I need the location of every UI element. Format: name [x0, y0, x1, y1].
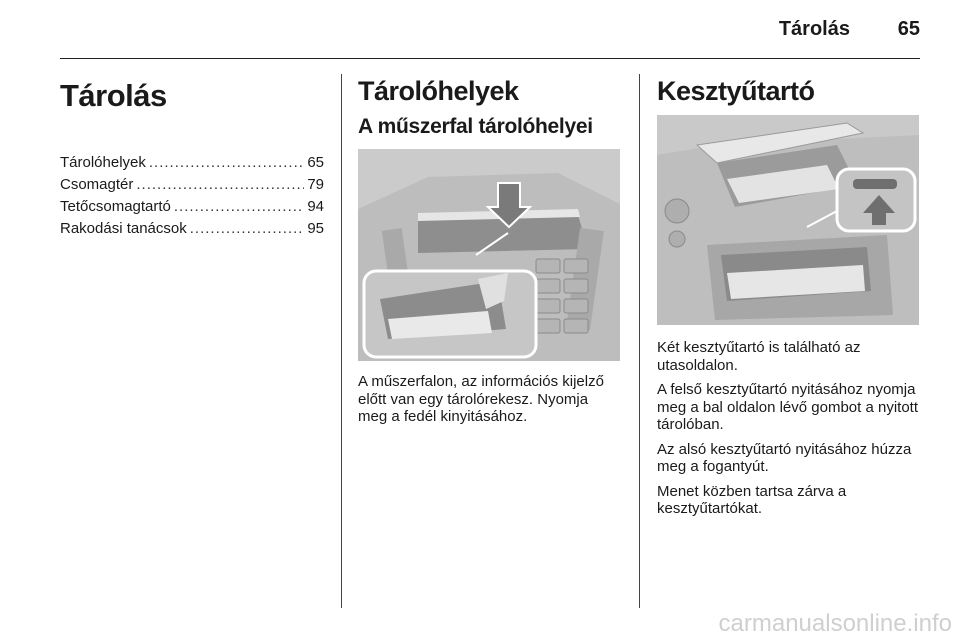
toc-entry[interactable]: [60, 196, 324, 218]
middle-column: [358, 74, 624, 433]
body-paragraph: Menet közben tartsa zárva a kesztyűtartókat.: [657, 482, 847, 517]
toc-leader-dots: [190, 218, 305, 240]
section-heading: Tárolóhelyek: [358, 76, 519, 106]
toc-leader-dots: [149, 152, 304, 174]
chapter-title: Tárolás: [60, 78, 167, 113]
toc-entry-page: 94: [307, 198, 324, 215]
section-heading: Kesztyűtartó: [657, 76, 815, 106]
toc-entry-label: Tetőcsomagtartó: [60, 198, 171, 215]
body-paragraph: Két kesztyűtartó is található az utasoldalon.: [657, 339, 861, 374]
toc-entry-page: 79: [307, 176, 324, 193]
dashboard-storage-illustration: [358, 149, 620, 361]
toc-entry-label: Csomagtér: [60, 176, 134, 193]
right-column: [657, 74, 921, 525]
page-number: 65: [897, 18, 920, 40]
body-paragraph: A felső kesztyűtartó nyitásához nyomja meg a bal oldalon lévő gombot a nyitott tárolóban.: [657, 381, 918, 433]
glovebox-text: [657, 339, 921, 518]
column-divider-2: [639, 74, 640, 608]
toc-entry-page: 65: [307, 154, 324, 171]
glovebox-illustration: [657, 115, 919, 325]
running-header-title: Tárolás: [778, 18, 850, 40]
glovebox-drawing: [657, 115, 919, 325]
toc-entry[interactable]: [60, 174, 324, 196]
toc-entry[interactable]: [60, 218, 324, 240]
column-divider-1: [341, 74, 342, 608]
body-paragraph: Az alsó kesztyűtartó nyitásához húzza meg a fogantyút.: [657, 440, 912, 475]
toc-entry-page: 95: [307, 220, 324, 237]
header-rule: [60, 58, 920, 59]
dashboard-storage-drawing: [358, 149, 620, 361]
toc-leader-dots: [136, 174, 304, 196]
body-paragraph: A műszerfalon, az információs kijelző előtt van egy tárolórekesz. Nyomja meg a fedél kinyitásához.: [358, 373, 604, 425]
left-column: [60, 74, 326, 240]
toc-entry-label: Rakodási tanácsok: [60, 220, 187, 237]
toc-leader-dots: [174, 196, 304, 218]
toc-entry-label: Tárolóhelyek: [60, 154, 146, 171]
subsection-heading: A műszerfal tárolóhelyei: [358, 115, 593, 138]
watermark: carmanualsonline.info: [718, 610, 952, 637]
table-of-contents: [60, 152, 326, 240]
toc-entry[interactable]: [60, 152, 324, 174]
